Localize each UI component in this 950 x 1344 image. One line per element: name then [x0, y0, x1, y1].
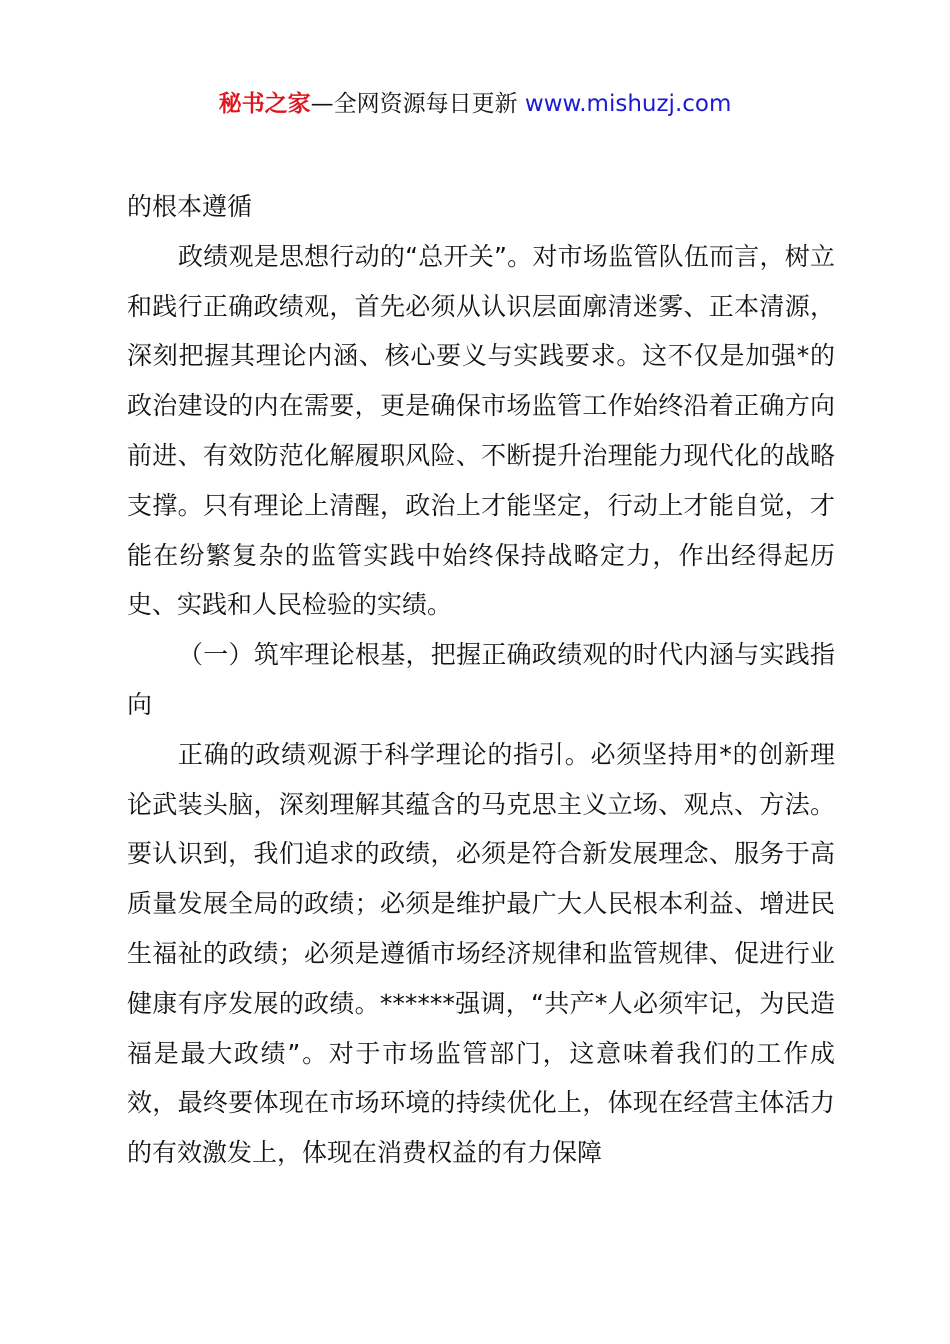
document-body — [127, 182, 835, 1178]
site-url-link[interactable]: www.mishuzj.com — [524, 91, 732, 117]
brand-name: 秘书之家 — [218, 91, 311, 117]
paragraph-continuation: 的根本遵循 — [127, 192, 253, 221]
page-header — [0, 86, 950, 122]
paragraph: 政绩观是思想行动的“总开关”。对市场监管队伍而言，树立和践行正确政绩观，首先必须从认识层面廓清迷雾、正本清源，深刻把握其理论内涵、核心要义与实践要求。这不仅是加强*的政治建设的内在需要，更是确保市场监管工作始终沿着正确方向前进、有效防范化解履职风险、不断提升治理能力现代化的战略支撑。只有理论上清醒，政治上才能坚定，行动上才能自觉，才能在纷繁复杂的监管实践中始终保持战略定力，作出经得起历史、实践和人民检验的实绩。 — [127, 241, 835, 620]
section-heading: （一）筑牢理论根基，把握正确政绩观的时代内涵与实践指向 — [127, 640, 835, 719]
paragraph: 正确的政绩观源于科学理论的指引。必须坚持用*的创新理论武装头脑，深刻理解其蕴含的马克思主义立场、观点、方法。要认识到，我们追求的政绩，必须是符合新发展理念、服务于高质量发展全局的政绩；必须是维护最广大人民根本利益、增进民生福祉的政绩；必须是遵循市场经济规律和监管规律、促进行业健康有序发展的政绩。******强调，“共产*人必须牢记，为民造福是最大政绩”。对于市场监管部门，这意味着我们的工作成效，最终要体现在市场环境的持续优化上，体现在经营主体活力的有效激发上，体现在消费权益的有力保障 — [127, 739, 835, 1168]
header-tagline: —全网资源每日更新 — [310, 91, 518, 117]
